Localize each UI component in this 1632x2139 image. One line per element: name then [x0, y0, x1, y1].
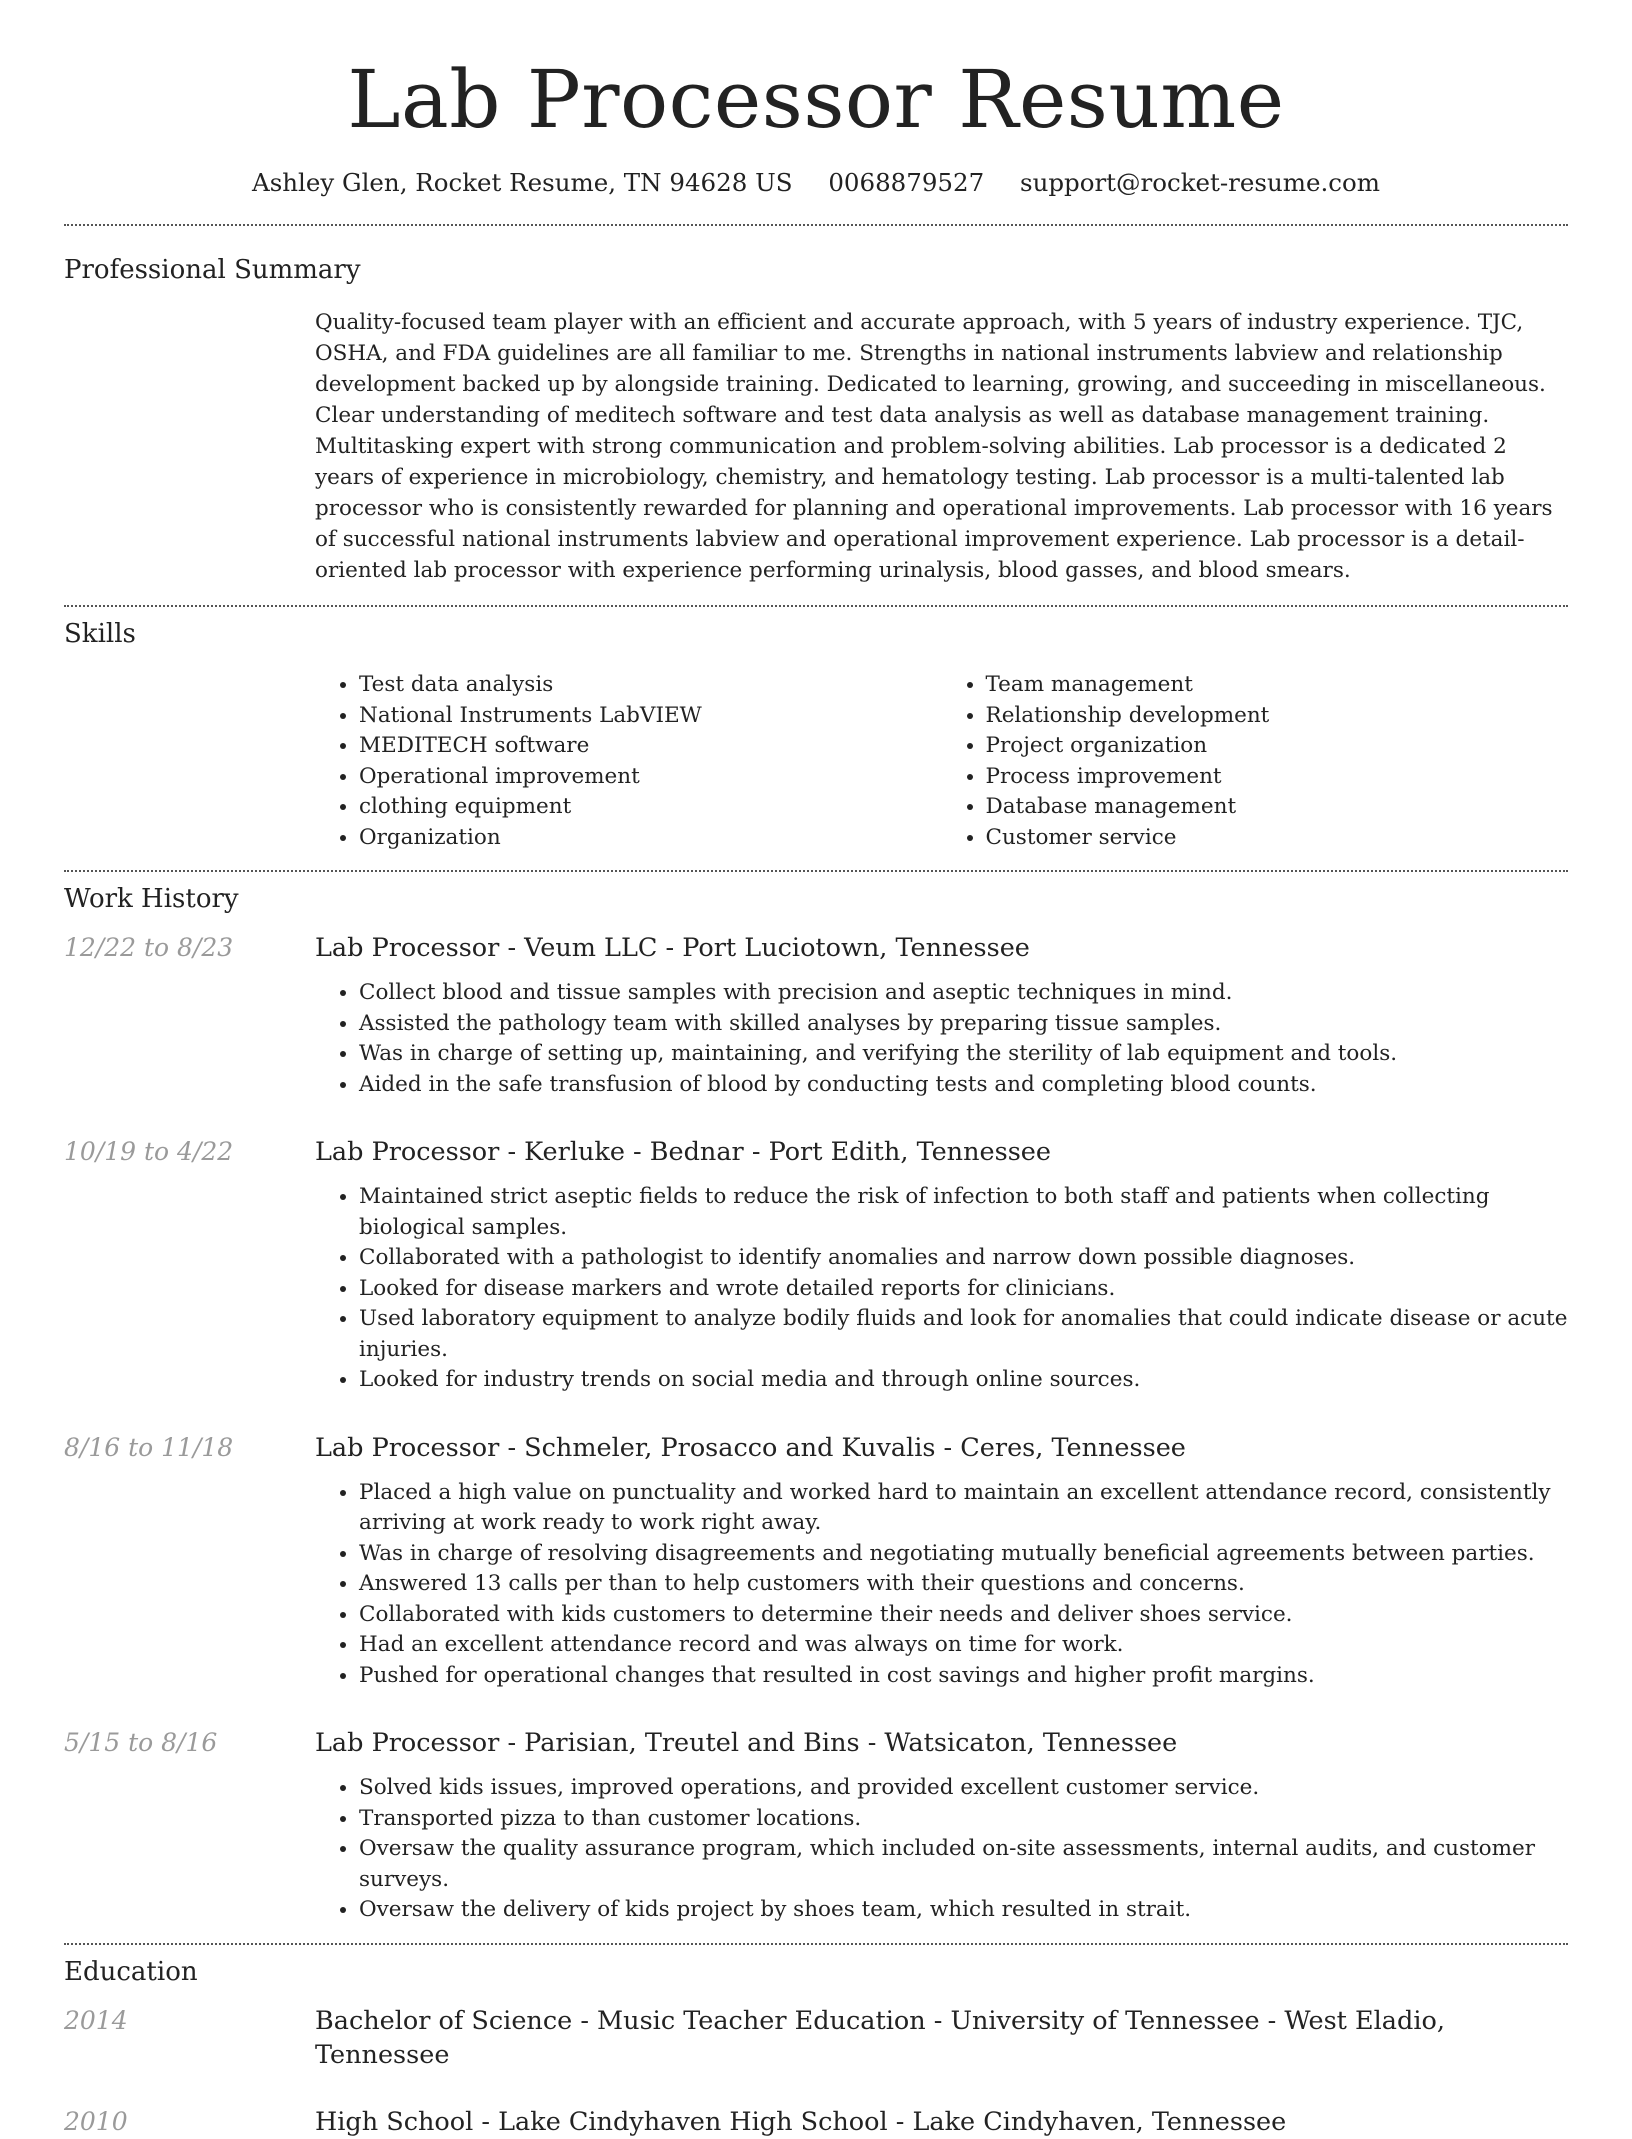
divider — [64, 1943, 1568, 1945]
job-bullet: • Collect blood and tissue samples with precision and aseptic techniques in mind. — [359, 978, 1568, 1009]
job-bullets — [315, 978, 1568, 1100]
job-bullet: • Collaborated with a pathologist to identify anomalies and narrow down possible diagnoses. — [359, 1243, 1568, 1274]
skill-item: • MEDITECH software — [359, 731, 942, 762]
job-entry — [64, 1431, 1568, 1692]
job-bullet: • Had an excellent attendance record and was always on time for work. — [359, 1630, 1568, 1661]
job-header — [64, 1726, 1568, 1760]
skill-item: • clothing equipment — [359, 792, 942, 823]
job-bullet: • Pushed for operational changes that resulted in cost savings and higher profit margins. — [359, 1661, 1568, 1692]
job-bullet: • Assisted the pathology team with skilled analyses by preparing tissue samples. — [359, 1009, 1568, 1040]
education-section — [64, 1955, 1568, 2139]
education-entry — [64, 2105, 1568, 2139]
job-bullet: • Aided in the safe transfusion of blood by conducting tests and completing blood counts. — [359, 1070, 1568, 1101]
job-bullets-container — [315, 978, 1568, 1100]
job-bullet: • Collaborated with kids customers to determine their needs and deliver shoes service. — [359, 1600, 1568, 1631]
job-spacer — [64, 1478, 315, 1692]
education-title: Bachelor of Science - Music Teacher Education - University of Tennessee - West Eladio, Tennessee — [315, 2005, 1445, 2070]
contact-email: support@rocket-resume.com — [1020, 168, 1380, 197]
skill-item: • Team management — [986, 670, 1569, 701]
job-bullets — [315, 1182, 1568, 1396]
job-bullets-container — [315, 1773, 1568, 1926]
job-details — [64, 1182, 1568, 1396]
skills-list-right — [942, 670, 1569, 853]
education-year: 2014 — [64, 2005, 128, 2035]
contact-line — [64, 166, 1568, 200]
skills-list-left — [315, 670, 942, 853]
job-header — [64, 1431, 1568, 1465]
skill-item: • National Instruments LabVIEW — [359, 701, 942, 732]
skill-item: • Organization — [359, 823, 942, 854]
job-header — [64, 931, 1568, 965]
job-bullet: • Solved kids issues, improved operations, and provided excellent customer service. — [359, 1773, 1568, 1804]
job-spacer — [64, 978, 315, 1100]
job-header — [64, 1135, 1568, 1169]
work-section — [64, 882, 1568, 1926]
job-bullet: • Was in charge of resolving disagreements and negotiating mutually beneficial agreements between parties. — [359, 1539, 1568, 1570]
job-list — [64, 931, 1568, 1926]
job-title: Lab Processor - Veum LLC - Port Luciotown, Tennessee — [315, 933, 1030, 963]
skill-item: • Customer service — [986, 823, 1569, 854]
job-entry — [64, 1135, 1568, 1396]
section-heading-education: Education — [64, 1956, 198, 1987]
job-title: Lab Processor - Kerluke - Bednar - Port Edith, Tennessee — [315, 1137, 1051, 1167]
divider — [64, 870, 1568, 872]
job-title: Lab Processor - Schmeler, Prosacco and Kuvalis - Ceres, Tennessee — [315, 1432, 1186, 1463]
job-spacer — [64, 1182, 315, 1396]
job-bullet: • Oversaw the quality assurance program, which included on-site assessments, internal audits, and customer surveys. — [359, 1834, 1568, 1895]
page-title: Lab Processor Resume — [347, 53, 1285, 146]
education-title: High School - Lake Cindyhaven High School - Lake Cindyhaven, Tennessee — [315, 2106, 1287, 2137]
job-spacer — [64, 1773, 315, 1926]
job-bullets — [315, 1478, 1568, 1692]
section-heading-skills: Skills — [64, 619, 136, 649]
divider — [64, 605, 1568, 607]
job-title: Lab Processor - Parisian, Treutel and Bins - Watsicaton, Tennessee — [315, 1728, 1178, 1758]
job-bullet: • Answered 13 calls per than to help customers with their questions and concerns. — [359, 1569, 1568, 1600]
skill-item: • Project organization — [986, 731, 1569, 762]
job-entry — [64, 1726, 1568, 1926]
job-bullet: • Looked for industry trends on social media and through online sources. — [359, 1365, 1568, 1396]
section-heading-work: Work History — [64, 884, 239, 914]
job-bullets-container — [315, 1478, 1568, 1692]
section-heading-summary: Professional Summary — [64, 255, 361, 285]
job-bullet: • Placed a high value on punctuality and worked hard to maintain an excellent attendance record, consistently arriving at work ready to work right away. — [359, 1478, 1568, 1539]
contact-phone: 0068879527 — [828, 168, 985, 197]
skill-item: • Test data analysis — [359, 670, 942, 701]
job-bullets-container — [315, 1182, 1568, 1396]
job-bullet: • Transported pizza to than customer locations. — [359, 1804, 1568, 1835]
resume-page — [64, 0, 1568, 2139]
job-dates: 12/22 to 8/23 — [64, 933, 234, 962]
job-dates: 8/16 to 11/18 — [64, 1432, 234, 1462]
skill-item: • Operational improvement — [359, 762, 942, 793]
job-dates: 10/19 to 4/22 — [64, 1137, 234, 1166]
job-entry — [64, 931, 1568, 1100]
divider — [64, 224, 1568, 226]
job-details — [64, 1773, 1568, 1926]
skills-section — [64, 617, 1568, 853]
skill-item: • Database management — [986, 792, 1569, 823]
skill-item: • Process improvement — [986, 762, 1569, 793]
skill-item: • Relationship development — [986, 701, 1569, 732]
job-dates: 5/15 to 8/16 — [64, 1728, 218, 1757]
summary-section — [64, 253, 1568, 586]
job-bullets — [315, 1773, 1568, 1926]
job-bullet: • Looked for disease markers and wrote detailed reports for clinicians. — [359, 1274, 1568, 1305]
job-bullet: • Used laboratory equipment to analyze bodily fluids and look for anomalies that could indicate disease or acute injuries. — [359, 1304, 1568, 1365]
summary-text: Quality-focused team player with an efficient and accurate approach, with 5 years of industry experience. TJC, OSHA, and FDA guidelines are all familiar to me. Strengths in national instruments labview and relationship development backed up by alongside training. Dedicated to learning, growing, and succeeding in miscellaneous. Clear understanding of meditech software and test data analysis as well as database management training. Multitasking expert with strong communication and problem-solving abilities. Lab processor is a dedicated 2 years of experience in microbiology, chemistry, and hematology testing. Lab processor is a multi-talented lab processor who is consistently rewarded for planning and operational improvements. Lab processor with 16 years of successful national instruments labview and operational improvement experience. Lab processor is a detail-oriented lab processor with experience performing urinalysis, blood gasses, and blood smears. — [315, 310, 1553, 583]
job-bullet: • Maintained strict aseptic fields to reduce the risk of infection to both staff and patients when collecting biological samples. — [359, 1182, 1568, 1243]
job-bullet: • Oversaw the delivery of kids project by shoes team, which resulted in strait. — [359, 1895, 1568, 1926]
job-bullet: • Was in charge of setting up, maintaining, and verifying the sterility of lab equipment and tools. — [359, 1039, 1568, 1070]
job-details — [64, 978, 1568, 1100]
education-list — [64, 2004, 1568, 2139]
education-entry — [64, 2004, 1568, 2072]
job-details — [64, 1478, 1568, 1692]
contact-address: Ashley Glen, Rocket Resume, TN 94628 US — [252, 168, 793, 197]
education-year: 2010 — [64, 2106, 128, 2136]
